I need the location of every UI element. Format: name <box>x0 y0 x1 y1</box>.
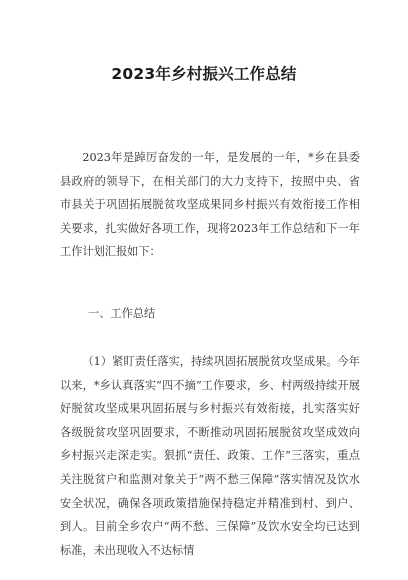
section-heading: 一、工作总结 <box>88 307 156 320</box>
intro-paragraph: 2023年是踔厉奋发的一年，是发展的一年，*乡在县委县政府的领导下，在相关部门的大力支持下，按照中央、省市县关于巩固拓展脱贫攻坚成果同乡村振兴有效衔接工作相关要求，扎实做好各项工作，现将2023年工作总结和下一年工作计划汇报如下： <box>60 151 360 259</box>
document-title: 2023年乡村振兴工作总结 <box>111 65 297 83</box>
section-paragraph: （1）紧盯责任落实，持续巩固拓展脱贫攻坚成果。今年以来，*乡认真落实“四不摘”工作要求，乡、村两级持续开展好脱贫攻坚成果巩固拓展与乡村振兴有效衔接，扎实落实好各级脱贫攻坚巩固要求，不断推动巩固拓展脱贫攻坚成效向乡村振兴走深走实。狠抓“责任、政策、工作”三落实，重点关注脱贫户和监测对象关于“两不愁三保障”落实情况及饮水安全状况，确保各项政策措施保持稳定并精准到村、到户、到人。目前全乡农户“两不愁、三保障”及饮水安全均已达到标准，未出现收入不达标情 <box>60 355 360 557</box>
